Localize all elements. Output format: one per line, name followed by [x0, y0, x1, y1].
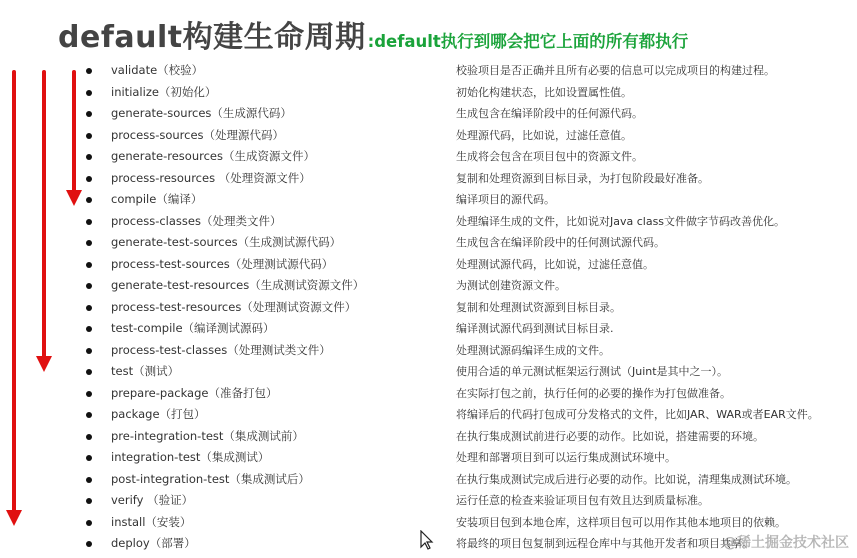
phase-name: process-classes（处理类文件）: [111, 213, 282, 228]
bullet-icon: [86, 391, 92, 397]
phase-name: deploy（部署）: [111, 536, 196, 550]
phase-row: [86, 297, 856, 319]
phase-name: install（安装）: [111, 514, 192, 529]
bullet-icon: [86, 520, 92, 526]
phase-name: process-test-sources（处理测试源代码）: [111, 256, 334, 271]
phase-description: 生成包含在编译阶段中的任何测试源代码。: [456, 236, 665, 249]
bullet-icon: [86, 154, 92, 160]
bullet-icon: [86, 305, 92, 311]
bullet-icon: [86, 90, 92, 96]
phase-row: [86, 125, 856, 147]
phase-name: generate-test-resources（生成测试资源文件）: [111, 278, 365, 292]
bullet-icon: [86, 326, 92, 332]
phase-description: 处理和部署项目到可以运行集成测试环境中。: [456, 451, 676, 464]
phase-description: 在执行集成测试前进行必要的动作。比如说，搭建需要的环境。: [456, 429, 764, 443]
phase-description: 生成包含在编译阶段中的任何源代码。: [456, 107, 643, 120]
phase-name: generate-resources（生成资源文件）: [111, 149, 315, 163]
bullet-icon: [86, 262, 92, 268]
phase-description: 初始化构建状态，比如设置属性值。: [456, 85, 632, 99]
phase-name: compile（编译）: [111, 192, 203, 206]
bullet-icon: [86, 68, 92, 74]
bullet-icon: [86, 133, 92, 139]
phase-description: 处理源代码，比如说，过滤任意值。: [456, 128, 632, 142]
phase-description: 安装项目包到本地仓库，这样项目包可以用作其他本地项目的依赖。: [456, 515, 786, 529]
phase-row: [86, 254, 856, 276]
phase-row: [86, 60, 856, 82]
bullet-icon: [86, 498, 92, 504]
phase-row: [86, 340, 856, 362]
phase-description: 在实际打包之前，执行任何的必要的操作为打包做准备。: [456, 386, 731, 400]
phase-row: [86, 426, 856, 448]
phase-row: [86, 82, 856, 104]
phase-name: test-compile（编译测试源码）: [111, 321, 275, 335]
phase-row: [86, 490, 856, 512]
phase-description: 复制和处理资源到目标目录，为打包阶段最好准备。: [456, 171, 709, 185]
phase-name: process-test-resources（处理测试资源文件）: [111, 299, 357, 314]
bullet-icon: [86, 240, 92, 246]
bullet-icon: [86, 111, 92, 117]
phase-row: [86, 469, 856, 491]
phase-description: 将最终的项目包复制到远程仓库中与其他开发者和项目共享。: [456, 537, 753, 550]
phase-row: [86, 189, 856, 211]
phase-name: verify （验证）: [111, 493, 194, 507]
phase-name: post-integration-test（集成测试后）: [111, 471, 310, 486]
bullet-icon: [86, 197, 92, 203]
phase-description: 将编译后的代码打包成可分发格式的文件，比如JAR、WAR或者EAR文件。: [456, 408, 819, 421]
bullet-icon: [86, 455, 92, 461]
phase-row: [86, 232, 856, 254]
phase-name: process-test-classes（处理测试类文件）: [111, 342, 331, 357]
phase-row: [86, 404, 856, 426]
phase-name: validate（校验）: [111, 63, 204, 77]
bullet-icon: [86, 219, 92, 225]
phase-description: 为测试创建资源文件。: [456, 279, 566, 292]
phase-row: [86, 146, 856, 168]
bullet-icon: [86, 541, 92, 547]
title-subtitle: :default执行到哪会把它上面的所有都执行: [367, 32, 689, 51]
phase-description: 运行任意的检查来验证项目包有效且达到质量标准。: [456, 494, 709, 507]
phase-row: [86, 447, 856, 469]
bullet-icon: [86, 434, 92, 440]
phase-row: [86, 318, 856, 340]
bullet-icon: [86, 348, 92, 354]
phase-description: 在执行集成测试完成后进行必要的动作。比如说，清理集成测试环境。: [456, 472, 797, 486]
phase-name: package（打包）: [111, 407, 206, 421]
phase-name: process-resources （处理资源文件）: [111, 170, 311, 185]
phase-name: process-sources（处理源代码）: [111, 127, 285, 142]
phase-row: [86, 361, 856, 383]
phase-description: 处理测试源码编译生成的文件。: [456, 343, 610, 357]
bullet-icon: [86, 176, 92, 182]
phase-description: 使用合适的单元测试框架运行测试（Juint是其中之一）。: [456, 365, 729, 378]
bullet-icon: [86, 369, 92, 375]
phase-name: pre-integration-test（集成测试前）: [111, 428, 304, 443]
phase-row: [86, 512, 856, 534]
bullet-icon: [86, 477, 92, 483]
phase-row: [86, 103, 856, 125]
phase-row: [86, 211, 856, 233]
phase-name: generate-test-sources（生成测试源代码）: [111, 235, 342, 249]
phase-description: 编译测试源代码到测试目标目录.: [456, 322, 614, 335]
phase-description: 编译项目的源代码。: [456, 193, 555, 206]
phase-name: test（测试）: [111, 364, 180, 378]
watermark: @稀土掘金技术社区: [723, 535, 849, 551]
bullet-icon: [86, 283, 92, 289]
phase-description: 处理编译生成的文件，比如说对Java class文件做字节码改善优化。: [456, 214, 786, 228]
phase-name: initialize（初始化）: [111, 84, 217, 99]
phase-description: 复制和处理测试资源到目标目录。: [456, 300, 621, 314]
phase-description: 处理测试源代码，比如说，过滤任意值。: [456, 257, 654, 271]
phase-description: 生成将会包含在项目包中的资源文件。: [456, 150, 643, 163]
bullet-icon: [86, 412, 92, 418]
phase-row: [86, 383, 856, 405]
phase-name: integration-test（集成测试）: [111, 450, 270, 464]
phase-row: [86, 275, 856, 297]
title-main: default构建生命周期: [58, 20, 366, 55]
lifecycle-phase-list: [86, 60, 856, 555]
phase-row: [86, 168, 856, 190]
phase-name: generate-sources（生成源代码）: [111, 106, 292, 120]
mouse-cursor-icon: [420, 530, 434, 550]
phase-name: prepare-package（准备打包）: [111, 385, 278, 400]
phase-description: 校验项目是否正确并且所有必要的信息可以完成项目的构建过程。: [456, 64, 775, 77]
